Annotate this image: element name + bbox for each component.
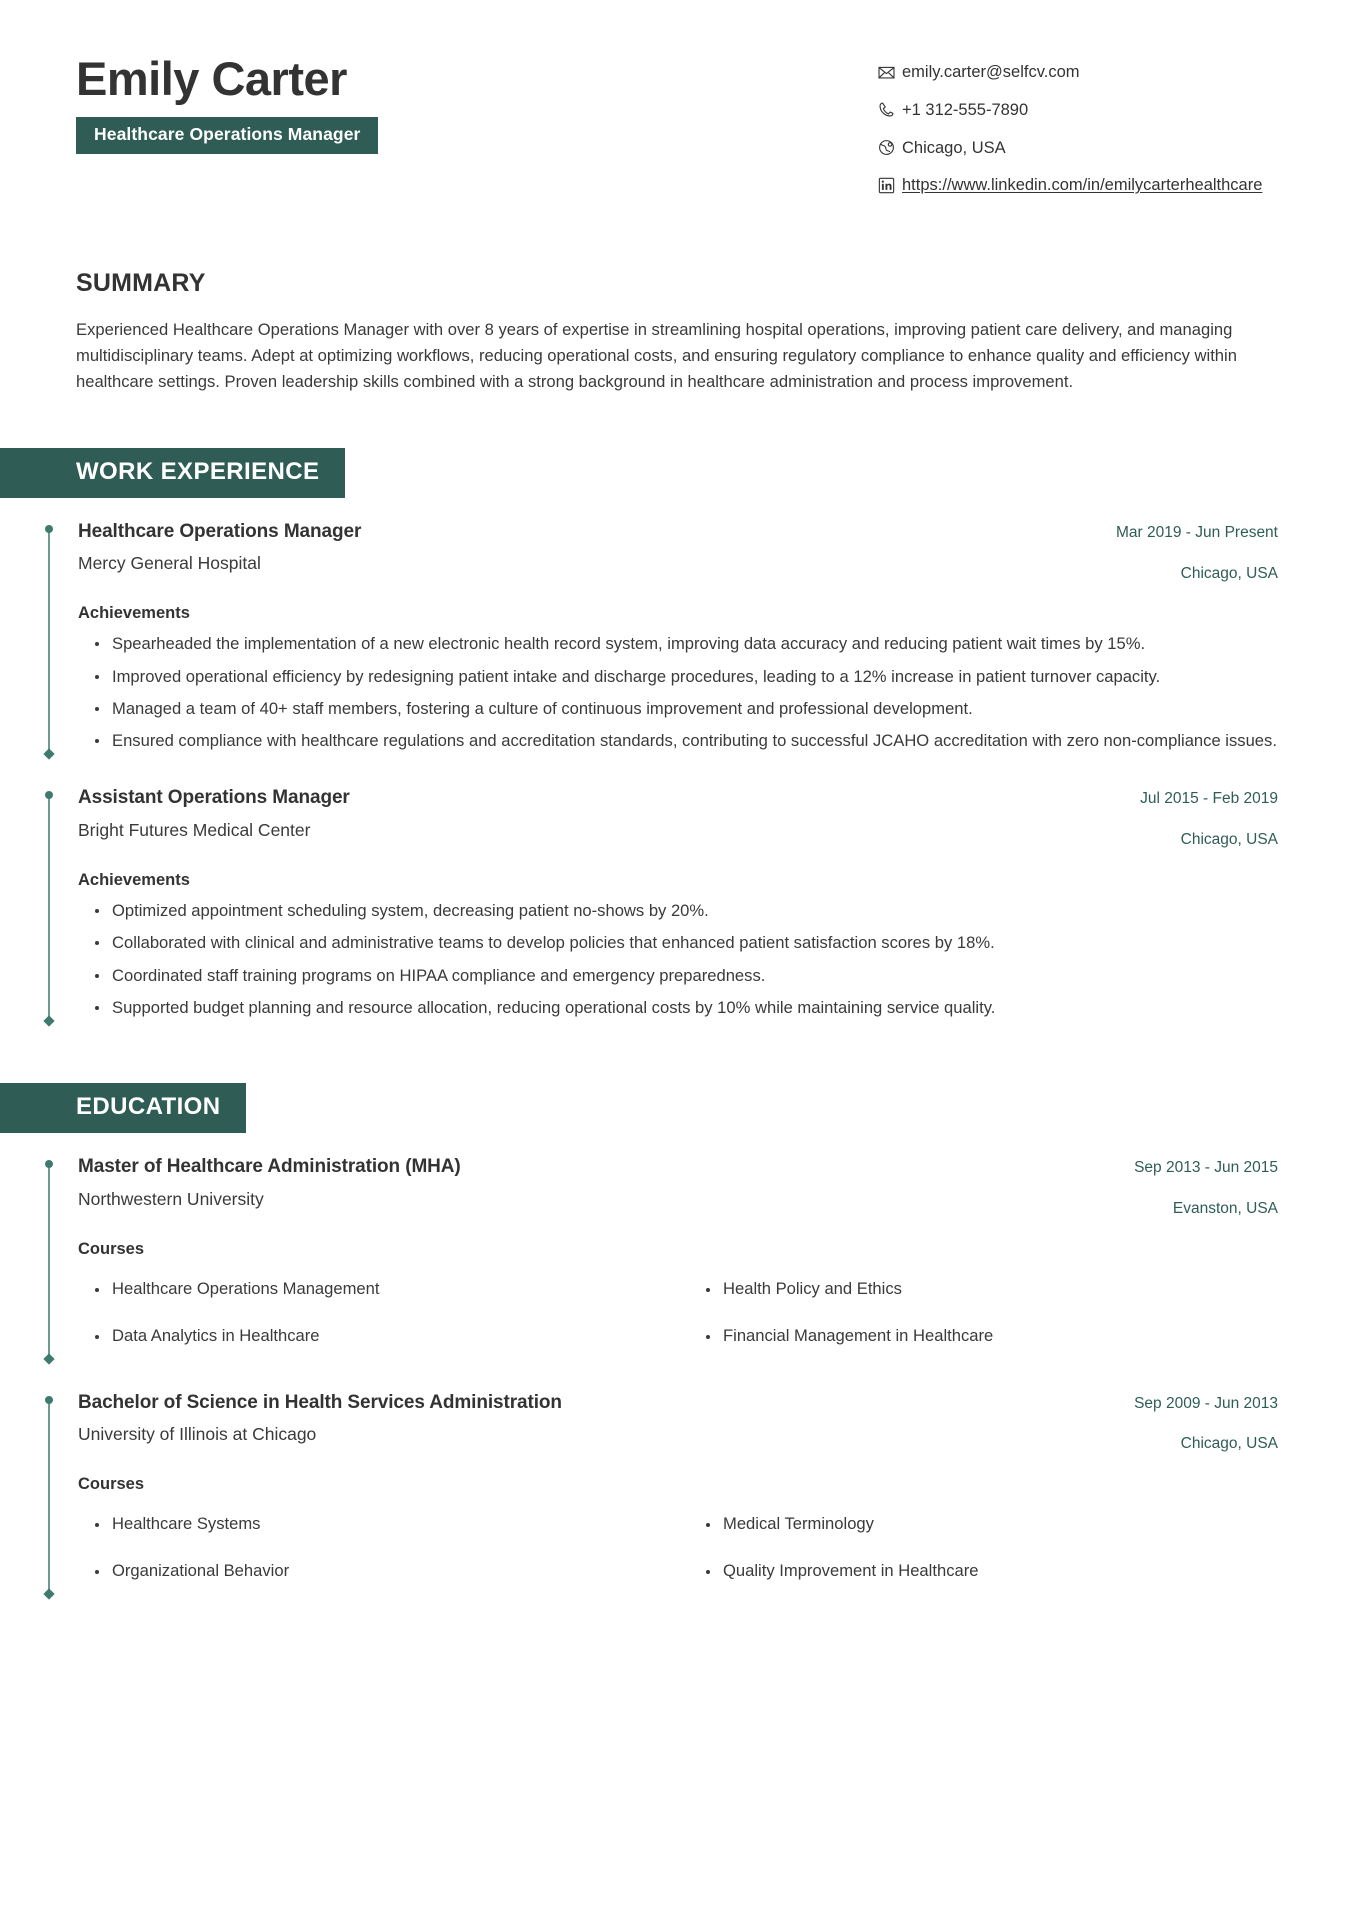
entry-location: Chicago, USA (1180, 564, 1278, 582)
timeline-start-dot-icon (45, 791, 53, 799)
contact-row-envelope (878, 60, 1278, 85)
entry-date-range: Mar 2019 - Jun Present (1116, 523, 1278, 541)
header-identity (76, 48, 378, 154)
timeline-end-diamond-icon (43, 749, 54, 760)
job-role-title: Assistant Operations Manager (78, 787, 350, 809)
timeline-line (48, 531, 50, 753)
entry-header (78, 520, 1278, 585)
job-role-title: Healthcare Operations Manager (78, 520, 362, 542)
contact-text[interactable]: https://www.linkedin.com/in/emilycarterhealthcare (902, 176, 1263, 195)
education-entries (0, 1155, 1350, 1600)
summary-text: Experienced Healthcare Operations Manager with over 8 years of expertise in streamlining hospital operations, improving patient care delivery, and managing multidisciplinary teams. Adept at optimizing workflows, reducing operational costs, and ensuring regulatory compliance to enhance quality and efficiency within healthcare settings. Proven leadership skills combined with a strong background in healthcare administration and process improvement. (76, 320, 1237, 392)
entry-date-range: Jul 2015 - Feb 2019 (1140, 790, 1278, 808)
page-title: Emily Carter (76, 52, 347, 105)
work-entry (48, 786, 1278, 1027)
course-item: Health Policy and Ethics (689, 1269, 1278, 1316)
degree-title: Master of Healthcare Administration (MHA) (78, 1155, 461, 1177)
work-experience-entries (0, 520, 1350, 1027)
timeline-line (48, 797, 50, 1019)
timeline-start-dot-icon (45, 1160, 53, 1168)
entry-header (78, 1391, 1278, 1456)
course-item: Quality Improvement in Healthcare (689, 1551, 1278, 1598)
globe-icon (878, 137, 902, 159)
entry-date-range: Sep 2013 - Jun 2015 (1134, 1158, 1278, 1176)
contact-text: Chicago, USA (902, 138, 1006, 157)
phone-icon (878, 99, 902, 121)
achievement-item: Improved operational efficiency by redesigning patient intake and discharge procedures, leading to a 12% increase in patient turnover capacity. (78, 664, 1278, 690)
course-item: Healthcare Operations Management (78, 1269, 667, 1316)
education-entry (48, 1391, 1278, 1601)
contact-row-linkedin[interactable] (878, 173, 1278, 198)
entry-main (78, 1155, 1110, 1211)
courses-grid (78, 1269, 1278, 1363)
entry-subsection-label: Courses (78, 1239, 145, 1258)
contact-text: +1 312-555-7890 (902, 100, 1029, 119)
entry-subsection-label: Achievements (78, 871, 190, 890)
resume-header (0, 0, 1350, 211)
achievement-item: Optimized appointment scheduling system, decreasing patient no-shows by 20%. (78, 898, 1278, 924)
entry-subsection-label: Courses (78, 1475, 145, 1494)
entry-meta (1110, 1391, 1278, 1456)
achievement-item: Supported budget planning and resource allocation, reducing operational costs by 10% while maintaining service quality. (78, 995, 1278, 1021)
summary-heading: SUMMARY (76, 269, 206, 297)
entry-location: Evanston, USA (1172, 1199, 1278, 1217)
timeline-end-diamond-icon (43, 1353, 54, 1364)
entry-location: Chicago, USA (1180, 831, 1278, 849)
school-name: University of Illinois at Chicago (78, 1424, 317, 1445)
timeline-end-diamond-icon (43, 1015, 54, 1026)
work-entry (48, 520, 1278, 761)
entry-location: Chicago, USA (1180, 1435, 1278, 1453)
entry-meta (1092, 520, 1278, 585)
contact-row-globe (878, 136, 1278, 161)
course-item: Healthcare Systems (78, 1504, 667, 1551)
contact-list (878, 48, 1278, 211)
entry-main (78, 786, 1116, 842)
work-experience-banner-wrap (0, 448, 1350, 498)
contact-row-phone (878, 98, 1278, 123)
entry-header (78, 1155, 1278, 1220)
achievements-list (78, 898, 1278, 1021)
timeline-start-dot-icon (45, 525, 53, 533)
entry-meta (1116, 786, 1278, 851)
entry-main (78, 1391, 1110, 1447)
timeline-line (48, 1166, 50, 1357)
entry-subsection-label: Achievements (78, 604, 190, 623)
job-title-badge: Healthcare Operations Manager (76, 117, 378, 154)
courses-grid (78, 1504, 1278, 1598)
work-experience-heading: WORK EXPERIENCE (0, 448, 345, 498)
achievement-item: Managed a team of 40+ staff members, fostering a culture of continuous improvement and professional development. (78, 696, 1278, 722)
envelope-icon (878, 61, 902, 83)
course-item: Medical Terminology (689, 1504, 1278, 1551)
education-banner-wrap (0, 1083, 1350, 1133)
timeline-end-diamond-icon (43, 1589, 54, 1600)
course-item: Organizational Behavior (78, 1551, 667, 1598)
degree-title: Bachelor of Science in Health Services Administration (78, 1391, 562, 1413)
linkedin-icon (878, 174, 902, 196)
entry-date-range: Sep 2009 - Jun 2013 (1134, 1394, 1278, 1412)
entry-header (78, 786, 1278, 851)
education-heading: EDUCATION (0, 1083, 246, 1133)
course-item: Financial Management in Healthcare (689, 1316, 1278, 1363)
achievement-item: Spearheaded the implementation of a new electronic health record system, improving data accuracy and reducing patient wait times by 15%. (78, 631, 1278, 657)
school-name: Northwestern University (78, 1188, 264, 1209)
entry-meta (1110, 1155, 1278, 1220)
company-name: Mercy General Hospital (78, 553, 261, 574)
achievement-item: Collaborated with clinical and administrative teams to develop policies that enhanced patient satisfaction scores by 18%. (78, 930, 1278, 956)
summary-section (0, 269, 1350, 396)
contact-text: emily.carter@selfcv.com (902, 63, 1080, 81)
course-item: Data Analytics in Healthcare (78, 1316, 667, 1363)
achievement-item: Coordinated staff training programs on HIPAA compliance and emergency preparedness. (78, 963, 1278, 989)
timeline-line (48, 1402, 50, 1593)
achievements-list (78, 631, 1278, 754)
achievement-item: Ensured compliance with healthcare regulations and accreditation standards, contributing to successful JCAHO accreditation with zero non-compliance issues. (78, 728, 1278, 754)
entry-main (78, 520, 1092, 576)
timeline-start-dot-icon (45, 1396, 53, 1404)
company-name: Bright Futures Medical Center (78, 820, 311, 841)
education-entry (48, 1155, 1278, 1365)
